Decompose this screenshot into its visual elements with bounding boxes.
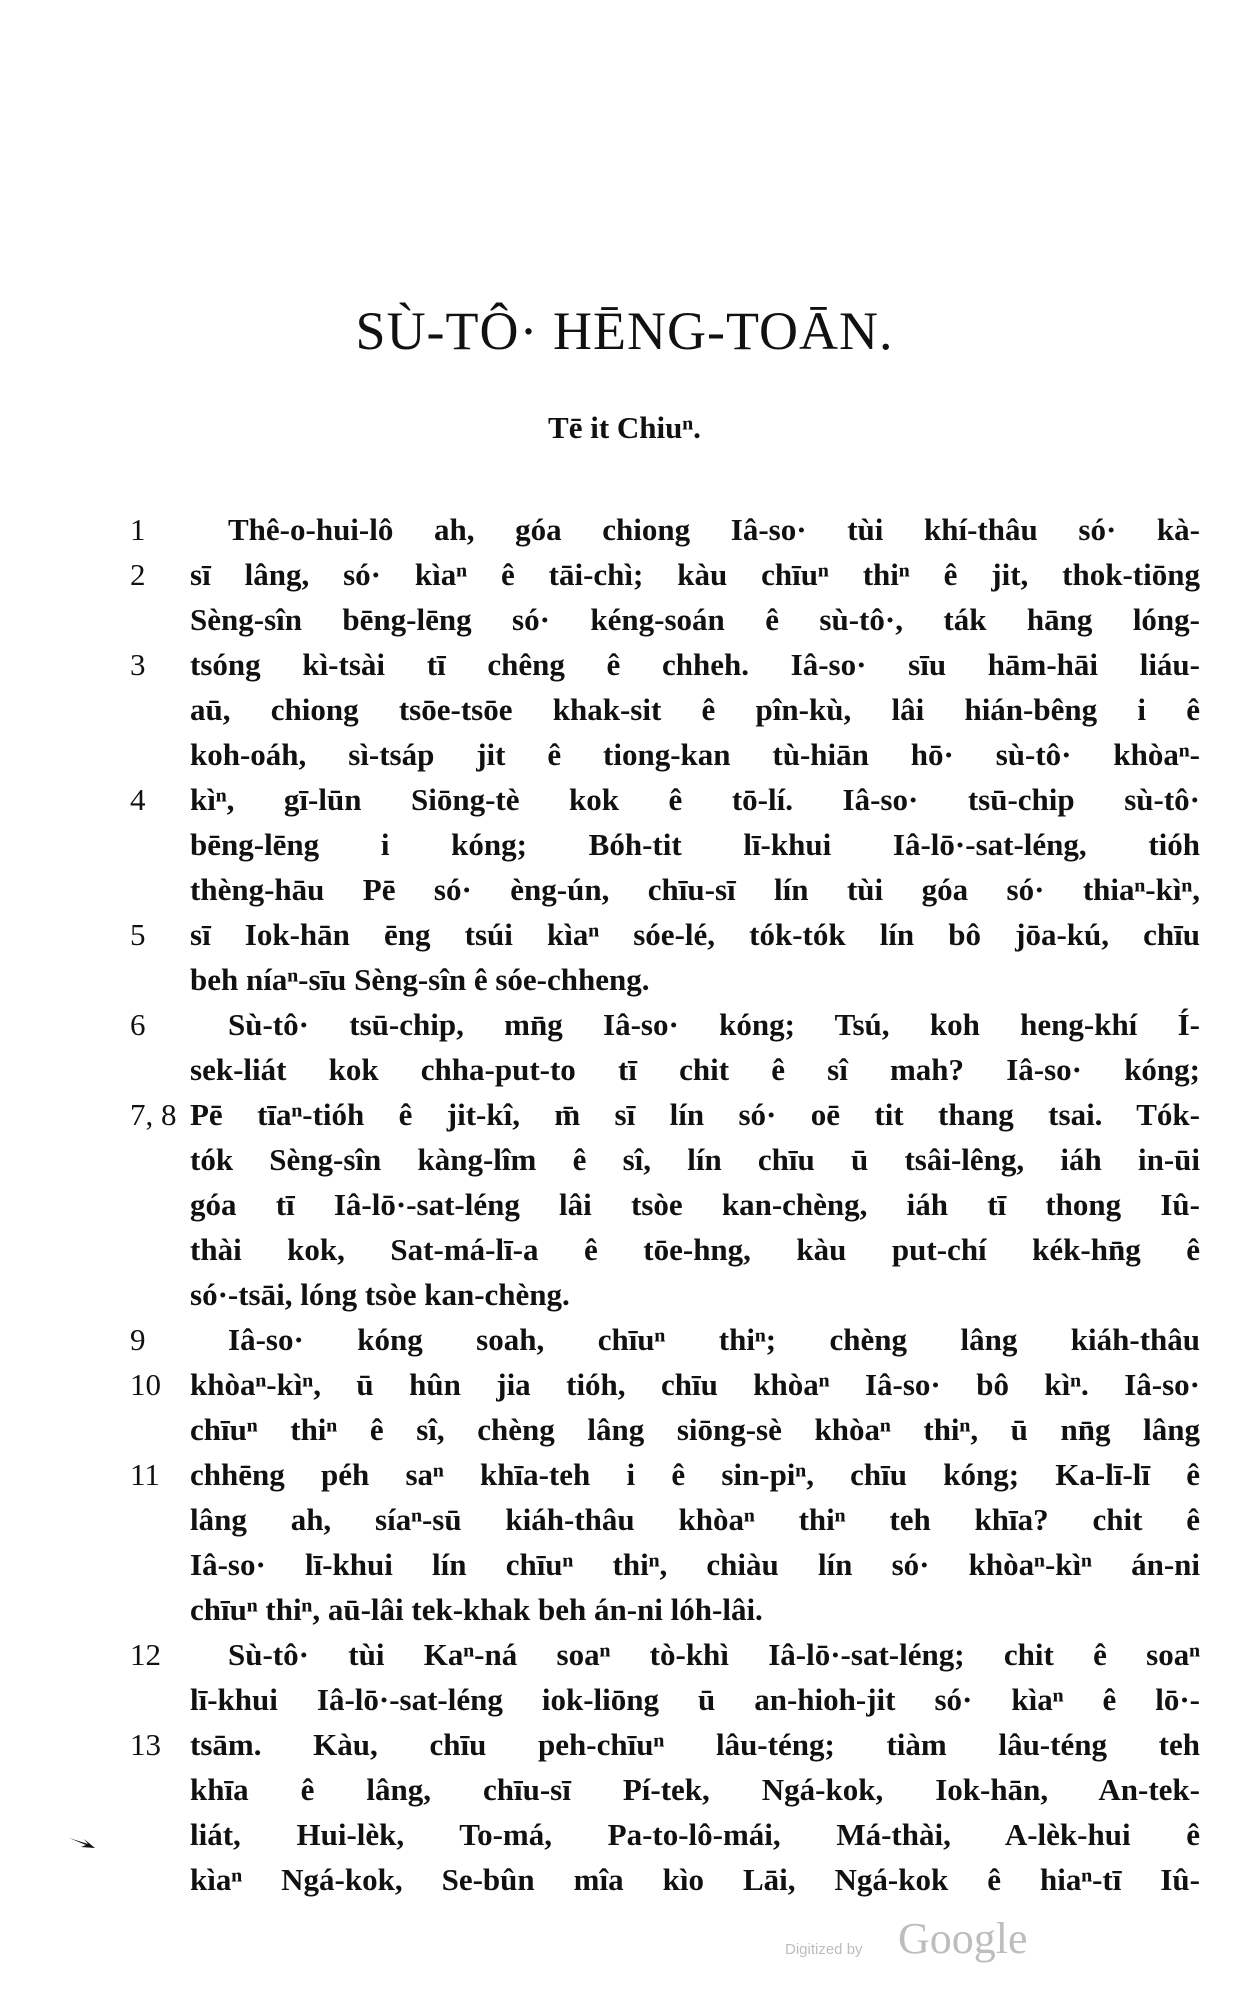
verse-number: 13 [130,1727,161,1762]
text-line [0,1587,1249,1632]
text-line [0,552,1249,597]
line-text: khīa ê lâng, chīu-sī Pí-tek, Ngá-kok, Iok-hān, An-tek- [190,1772,1200,1807]
line-text: beh níaⁿ-sīu Sèng-sîn ê sóe-chheng. [190,962,650,997]
text-line [0,957,1249,1002]
line-text: bēng-lēng i kóng; Bóh-tit lī-khui Iâ-lō·-sat-léng, tióh [190,827,1200,862]
verse-number: 5 [130,917,146,952]
verse-number: 11 [130,1457,160,1492]
text-line [0,1767,1249,1812]
text-line [0,1002,1249,1047]
verse-number: 6 [130,1007,146,1042]
text-line [0,1362,1249,1407]
text-line [0,1137,1249,1182]
text-line [0,1722,1249,1767]
line-text: kìⁿ, gī-lūn Siōng-tè kok ê tō-lí. Iâ-so· tsū-chip sù-tô· [190,782,1200,817]
text-line [0,687,1249,732]
text-line [0,822,1249,867]
text-line [0,777,1249,822]
verse-number: 1 [130,512,146,547]
text-line [0,1092,1249,1137]
text-line [0,1677,1249,1722]
line-text: Iâ-so· kóng soah, chīuⁿ thiⁿ; chèng lâng kiáh-thâu [228,1322,1200,1357]
verse-number: 4 [130,782,146,817]
text-line [0,642,1249,687]
line-text: Sèng-sîn bēng-lēng só· kéng-soán ê sù-tô·, ták hāng lóng- [190,602,1200,637]
text-line [0,1227,1249,1272]
line-text: lī-khui Iâ-lō·-sat-léng iok-liōng ū an-hioh-jit só· kìaⁿ ê lō·- [190,1682,1200,1717]
line-text: Iâ-so· lī-khui lín chīuⁿ thiⁿ, chiàu lín só· khòaⁿ-kìⁿ án-ni [190,1547,1200,1582]
line-text: sek-liát kok chha-put-to tī chit ê sî mah? Iâ-so· kóng; [190,1052,1200,1087]
verse-number: 10 [130,1367,161,1402]
line-text: liát, Hui-lèk, To-má, Pa-to-lô-mái, Má-thài, A-lèk-hui ê [190,1817,1200,1852]
line-text: chīuⁿ thiⁿ, aū-lâi tek-khak beh án-ni lóh-lâi. [190,1592,763,1627]
line-text: Thê-o-hui-lô ah, góa chiong Iâ-so· tùi khí-thâu só· kà- [228,512,1200,547]
line-text: thèng-hāu Pē só· èng-ún, chīu-sī lín tùi góa só· thiaⁿ-kìⁿ, [190,872,1200,907]
line-text: sī lâng, só· kìaⁿ ê tāi-chì; kàu chīuⁿ thiⁿ ê jit, thok-tiōng [190,557,1200,592]
line-text: só·-tsāi, lóng tsòe kan-chèng. [190,1277,570,1312]
text-line [0,1317,1249,1362]
line-text: kìaⁿ Ngá-kok, Se-bûn mîa kìo Lāi, Ngá-kok ê hiaⁿ-tī Iû- [190,1862,1200,1897]
text-line [0,1857,1249,1902]
line-text: khòaⁿ-kìⁿ, ū hûn jia tióh, chīu khòaⁿ Iâ-so· bô kìⁿ. Iâ-so· [190,1367,1200,1402]
chapter-heading: Tē it Chiuⁿ. [548,410,701,445]
text-line [0,1452,1249,1497]
verse-number: 12 [130,1637,161,1672]
line-text: tsām. Kàu, chīu peh-chīuⁿ lâu-téng; tiàm lâu-téng teh [190,1727,1200,1762]
line-text: Sù-tô· tùi Kaⁿ-ná soaⁿ tò-khì Iâ-lō·-sat-léng; chit ê soaⁿ [228,1637,1200,1672]
line-text: tók Sèng-sîn kàng-lîm ê sî, lín chīu ū tsâi-lêng, iáh in-ūi [190,1142,1200,1177]
text-line [0,507,1249,552]
text-line [0,1047,1249,1092]
verse-number: 7, 8 [130,1097,177,1132]
watermark-prefix: Digitized by [785,1941,863,1958]
text-line [0,912,1249,957]
line-text: chhēng péh saⁿ khīa-teh i ê sin-piⁿ, chīu kóng; Ka-lī-lī ê [190,1457,1200,1492]
text-line [0,1407,1249,1452]
text-line [0,1182,1249,1227]
text-line [0,867,1249,912]
line-text: tsóng kì-tsài tī chêng ê chheh. Iâ-so· sīu hām-hāi liáu- [190,647,1200,682]
text-line [0,732,1249,777]
line-text: sī Iok-hān ēng tsúi kìaⁿ sóe-lé, tók-tók lín bô jōa-kú, chīu [190,917,1200,952]
text-line [0,597,1249,642]
digitized-watermark [785,1913,1045,1963]
page-title: SÙ-TÔ· HĒNG-TOĀN. [355,301,894,361]
line-text: chīuⁿ thiⁿ ê sî, chèng lâng siōng-sè khòaⁿ thiⁿ, ū nn̄g lâng [190,1412,1200,1447]
line-text: Sù-tô· tsū-chip, mn̄g Iâ-so· kóng; Tsú, koh heng-khí Í- [228,1007,1200,1042]
margin-arrow-icon [68,1836,96,1850]
text-line [0,1812,1249,1857]
text-line [0,1542,1249,1587]
watermark-brand: Google [898,1914,1028,1963]
line-text: góa tī Iâ-lō·-sat-léng lâi tsòe kan-chèng, iáh tī thong Iû- [190,1187,1200,1222]
line-text: thài kok, Sat-má-lī-a ê tōe-hng, kàu put-chí kék-hn̄g ê [190,1232,1200,1267]
text-line [0,1632,1249,1677]
verse-number: 3 [130,647,146,682]
text-line [0,1497,1249,1542]
body-text [0,507,1249,1902]
line-text: Pē tīaⁿ-tióh ê jit-kî, m̄ sī lín só· oē tit thang tsai. Tók- [190,1097,1200,1132]
verse-number: 9 [130,1322,146,1357]
line-text: aū, chiong tsōe-tsōe khak-sit ê pîn-kù, lâi hián-bêng i ê [190,692,1200,727]
verse-number: 2 [130,557,146,592]
line-text: lâng ah, síaⁿ-sū kiáh-thâu khòaⁿ thiⁿ teh khīa? chit ê [190,1502,1200,1537]
line-text: koh-oáh, sì-tsáp jit ê tiong-kan tù-hiān hō· sù-tô· khòaⁿ- [190,737,1200,772]
text-line [0,1272,1249,1317]
